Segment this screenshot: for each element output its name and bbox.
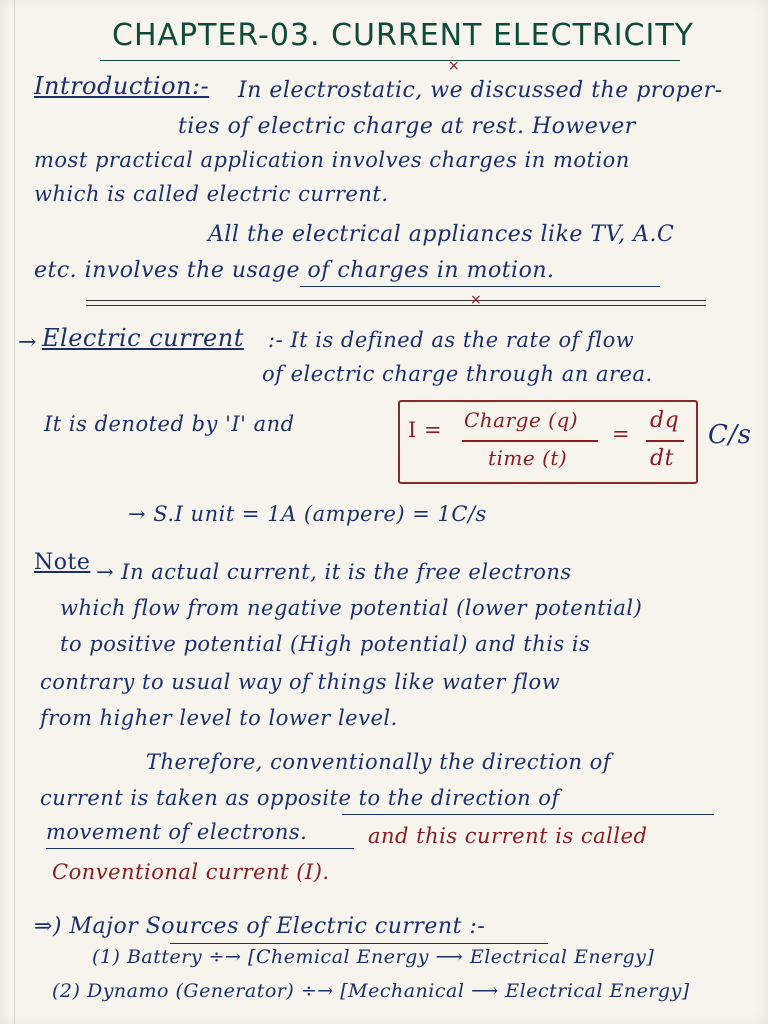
title-underline	[100, 60, 680, 61]
intro-line-2: ties of electric charge at rest. However	[178, 114, 636, 139]
note-line-5: from higher level to lower level.	[40, 706, 398, 730]
conv-underline-1	[342, 814, 714, 815]
note-line-3: to positive potential (High potential) and this is	[60, 632, 591, 656]
note-line-1: → In actual current, it is the free electrons	[96, 560, 572, 584]
formula-den-1: time (t)	[488, 446, 568, 470]
conv-line-3a: movement of electrons.	[46, 820, 308, 844]
arrow-right-icon: ⟶	[435, 946, 464, 968]
fraction-bar-2	[646, 440, 684, 442]
note-label: Note	[34, 550, 91, 575]
conv-line-1: Therefore, conventionally the direction of	[146, 750, 612, 774]
section-separator-2	[86, 305, 706, 306]
fraction-bar-1	[462, 440, 598, 442]
intro-heading-suffix: :-	[192, 72, 210, 100]
current-heading: Electric current	[42, 324, 244, 352]
intro-heading	[34, 72, 209, 100]
margin-line	[14, 0, 15, 1024]
source-item-2	[52, 980, 690, 1002]
current-arrow: →	[18, 330, 37, 355]
intro-line-5: All the electrical appliances like TV, A.C	[208, 222, 675, 247]
formula-num-1: Charge (q)	[464, 408, 579, 432]
formula-eq: =	[612, 422, 631, 446]
source-item-1	[92, 946, 654, 968]
formula-num-2: dq	[650, 408, 680, 433]
intro-line-6: etc. involves the usage of charges in motion.	[34, 258, 555, 283]
intro-line-3: most practical application involves charges in motion	[34, 148, 630, 172]
intro-line-4: which is called electric current.	[34, 182, 389, 206]
page-title: CHAPTER-03. CURRENT ELECTRICITY	[112, 18, 694, 53]
source-1-from: [Chemical Energy	[248, 946, 429, 968]
conv-line-2: current is taken as opposite to the direction of	[40, 786, 560, 810]
source-1-to: Electrical Energy]	[469, 946, 655, 968]
arrow-right-icon: ⟶	[470, 980, 499, 1002]
cross-mark: ×	[470, 292, 482, 308]
cross-mark: ×	[448, 58, 460, 74]
source-2-sym: ÷→	[300, 980, 334, 1002]
source-1-sym: ÷→	[208, 946, 242, 968]
current-def-2: of electric charge through an area.	[262, 362, 653, 386]
unit-frac: C/s	[708, 420, 752, 450]
conv-line-4: Conventional current (I).	[52, 860, 330, 884]
sources-heading: ⇒) Major Sources of Electric current :-	[34, 914, 486, 939]
formula-lhs: I =	[408, 418, 443, 442]
formula-den-2: dt	[650, 446, 674, 471]
source-1-name: Battery	[126, 946, 203, 968]
sources-underline	[170, 943, 548, 944]
conv-underline-2	[46, 848, 354, 849]
note-line-4: contrary to usual way of things like water flow	[40, 670, 561, 694]
intro-heading-text: Introduction	[34, 72, 192, 100]
source-2-from: [Mechanical	[340, 980, 465, 1002]
source-2-to: Electrical Energy]	[505, 980, 690, 1002]
intro-underline	[300, 286, 660, 287]
section-separator	[86, 300, 706, 301]
intro-line-1: In electrostatic, we discussed the proper-	[238, 78, 723, 103]
current-def-1: :- It is defined as the rate of flow	[268, 328, 635, 352]
note-line-2: which flow from negative potential (lower potential)	[60, 596, 643, 620]
source-2-name: Dynamo (Generator)	[86, 980, 295, 1002]
si-unit: → S.I unit = 1A (ampere) = 1C/s	[128, 502, 487, 526]
source-1-num: (1)	[92, 946, 121, 968]
conv-line-3b: and this current is called	[368, 824, 648, 848]
denoted-text: It is denoted by 'I' and	[44, 412, 295, 436]
source-2-num: (2)	[52, 980, 81, 1002]
